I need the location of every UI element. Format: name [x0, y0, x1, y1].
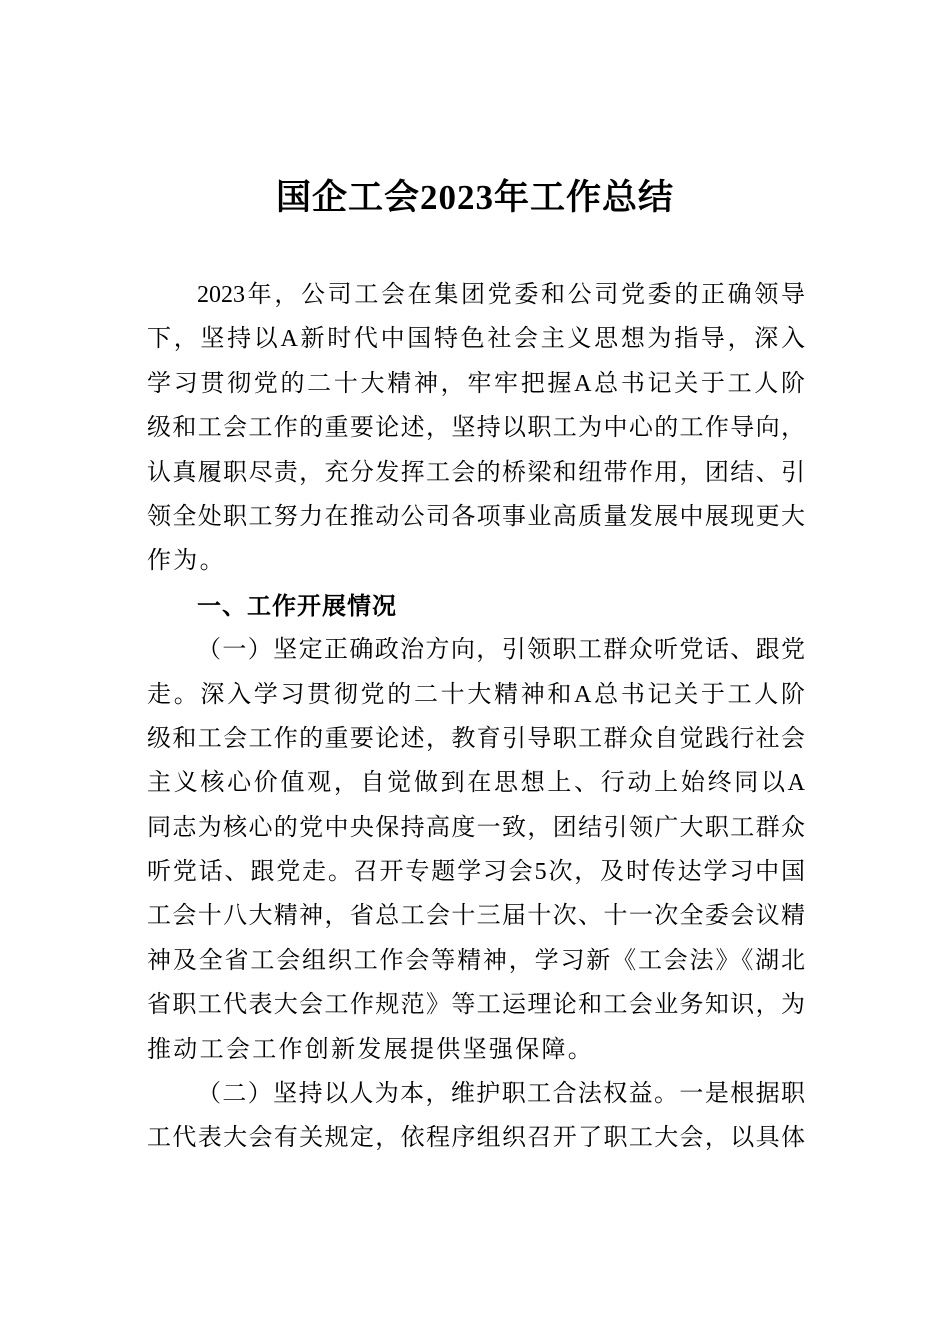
paragraph-line: 认真履职尽责，充分发挥工会的桥梁和纽带作用，团结、引	[147, 459, 805, 486]
paragraph-line: 领全处职工努力在推动公司各项事业高质量发展中展现更大	[147, 503, 805, 530]
paragraph-line: 2023年，公司工会在集团党委和公司党委的正确领导	[197, 282, 805, 308]
paragraph-line: 神及全省工会组织工作会等精神，学习新《工会法》《湖北	[147, 947, 805, 974]
paragraph-line: 级和工会工作的重要论述，坚持以职工为中心的工作导向，	[147, 415, 805, 442]
paragraph-line: 学习贯彻党的二十大精神，牢牢把握A总书记关于工人阶	[147, 370, 805, 397]
paragraph-line: 同志为核心的党中央保持高度一致，团结引领广大职工群众	[147, 814, 805, 841]
paragraph-line: 工会十八大精神，省总工会十三届十次、十一次全委会议精	[147, 903, 805, 930]
paragraph-line: 推动工会工作创新发展提供坚强保障。	[147, 1036, 595, 1063]
paragraph-line: 省职工代表大会工作规范》等工运理论和工会业务知识，为	[147, 992, 805, 1019]
paragraph-line: 听党话、跟党走。召开专题学习会5次，及时传达学习中国	[147, 859, 805, 886]
paragraph-line: （一）坚定正确政治方向，引领职工群众听党话、跟党	[197, 637, 805, 664]
paragraph-line: 走。深入学习贯彻党的二十大精神和A总书记关于工人阶	[147, 681, 805, 708]
document-title: 国企工会2023年工作总结	[275, 178, 674, 217]
paragraph-line: 作为。	[147, 548, 226, 575]
paragraph-line: （二）坚持以人为本，维护职工合法权益。一是根据职	[197, 1081, 805, 1108]
paragraph-line: 工代表大会有关规定，依程序组织召开了职工大会，以具体	[147, 1125, 805, 1152]
document-body	[147, 273, 805, 1161]
section-heading: 一、工作开展情况	[197, 591, 397, 620]
paragraph-line: 下，坚持以A新时代中国特色社会主义思想为指导，深入	[147, 326, 805, 353]
paragraph-line: 级和工会工作的重要论述，教育引导职工群众自觉践行社会	[147, 725, 805, 752]
paragraph-line: 主义核心价值观，自觉做到在思想上、行动上始终同以A	[147, 770, 805, 797]
